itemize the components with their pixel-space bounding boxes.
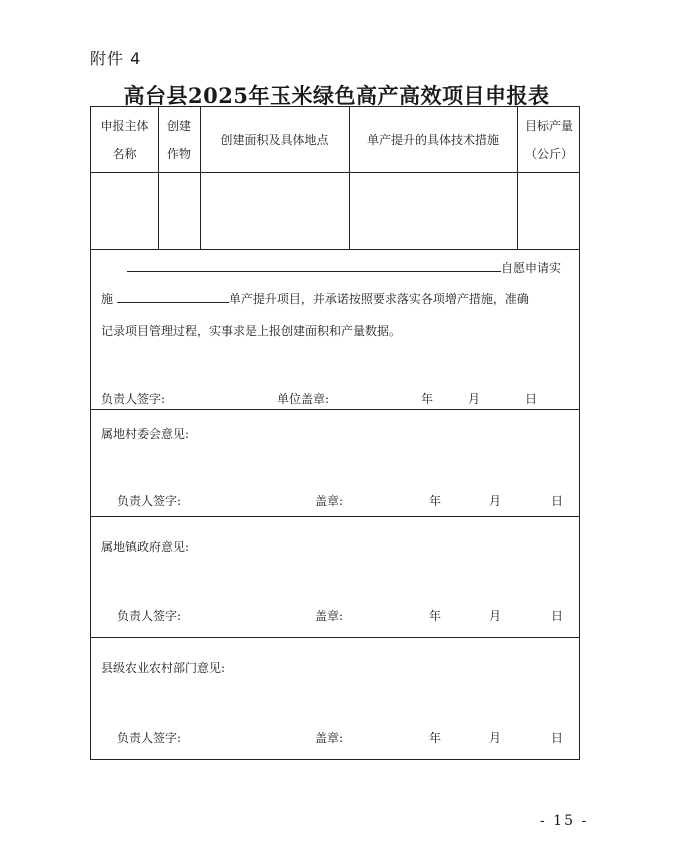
village-committee-opinion-title: 属地村委会意见: xyxy=(101,427,190,441)
header-crop: 创建 作物 xyxy=(166,119,191,162)
date-day: 日 xyxy=(551,494,564,508)
town-government-opinion-title: 属地镇政府意见: xyxy=(101,540,190,554)
header-tech-measures: 单产提升的具体技术措施 xyxy=(366,133,499,147)
col-divider xyxy=(349,107,350,249)
header-entity-name: 申报主体 名称 xyxy=(100,119,149,162)
town-signature-label: 负责人签字: xyxy=(117,609,182,623)
date-month: 月 xyxy=(489,731,502,745)
town-seal-label: 盖章: xyxy=(315,609,344,623)
county-signature-label: 负责人签字: xyxy=(117,731,182,745)
date-day: 日 xyxy=(525,392,538,406)
county-department-opinion-title: 县级农业农村部门意见: xyxy=(101,661,226,675)
unit-seal-label: 单位盖章: xyxy=(277,392,330,406)
date-day: 日 xyxy=(551,731,564,745)
date-year: 年 xyxy=(429,731,442,745)
row-divider xyxy=(91,172,579,173)
page-title: 高台县2025年玉米绿色高产高效项目申报表 xyxy=(123,83,550,108)
header-area-location: 创建面积及具体地点 xyxy=(220,133,329,147)
village-signature-label: 负责人签字: xyxy=(117,494,182,508)
header-target-yield: 目标产量 （公斤） xyxy=(524,119,573,162)
county-seal-label: 盖章: xyxy=(315,731,344,745)
attachment-label: 附件 4 xyxy=(90,49,142,68)
commitment-line-3: 记录项目管理过程，实事求是上报创建面积和产量数据。 xyxy=(101,324,402,338)
date-month: 月 xyxy=(489,609,502,623)
date-year: 年 xyxy=(421,392,434,406)
commitment-line-1: 自愿申请实 xyxy=(127,259,561,276)
row-divider xyxy=(91,637,579,638)
crop-blank[interactable] xyxy=(117,290,229,303)
application-form-table xyxy=(90,106,580,760)
date-year: 年 xyxy=(429,609,442,623)
date-month: 月 xyxy=(468,392,481,406)
date-day: 日 xyxy=(551,609,564,623)
applicant-signature-label: 负责人签字: xyxy=(101,392,166,406)
row-divider xyxy=(91,249,579,250)
page-number: - 15 - xyxy=(540,813,589,829)
row-divider xyxy=(91,409,579,410)
col-divider xyxy=(200,107,201,249)
commitment-line-2: 施 单产提升项目，并承诺按照要求落实各项增产措施，准确 xyxy=(101,292,529,306)
date-year: 年 xyxy=(429,494,442,508)
date-month: 月 xyxy=(489,494,502,508)
row-divider xyxy=(91,516,579,517)
applicant-name-blank[interactable] xyxy=(127,259,501,272)
village-seal-label: 盖章: xyxy=(315,494,344,508)
